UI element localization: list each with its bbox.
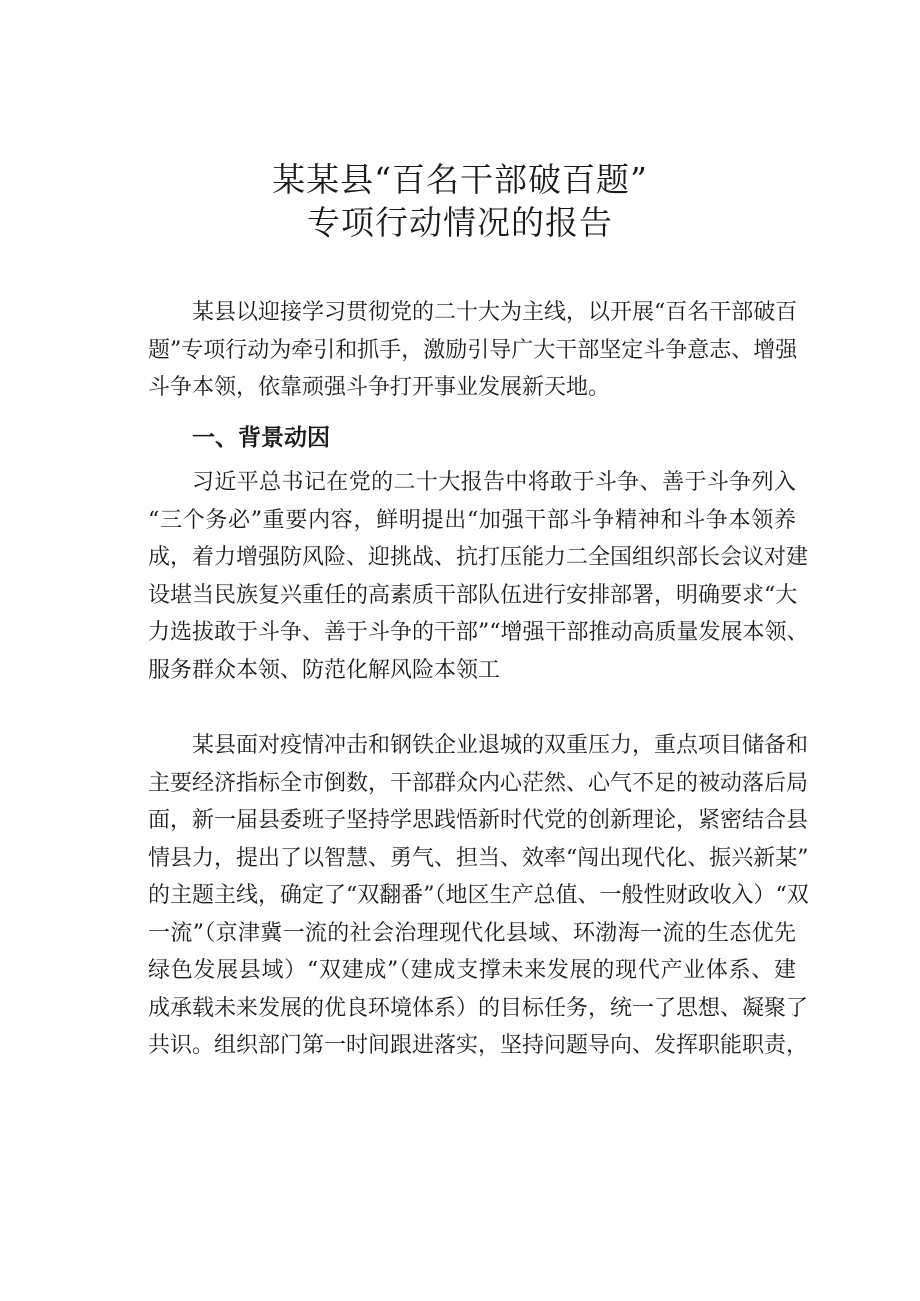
- intro-paragraph: [148, 294, 796, 407]
- paragraph-line: 面，新一届县委班子坚持学思践悟新时代党的创新理论，紧密结合县: [148, 808, 809, 833]
- paragraph-line: 力选拔敢于斗争、善于斗争的干部”“增强干部推动高质量发展本领、: [148, 620, 809, 645]
- paragraph-line: 设堪当民族复兴重任的高素质干部队伍进行安排部署，明确要求“大: [148, 582, 798, 608]
- paragraph-line: 绿色发展县域）“双建成”（建成支撑未来发展的现代产业体系、建: [148, 958, 796, 983]
- paragraph-line: 共识。组织部门第一时间跟进落实，坚持问题导向、发挥职能职责，: [148, 1033, 809, 1058]
- document-title-line-1: 某某县“百名干部破百题”: [272, 160, 648, 199]
- paragraph-line: 某县以迎接学习贯彻党的二十大为主线，以开展“百名干部破百: [192, 300, 798, 325]
- paragraph-line: 主要经济指标全市倒数，干部群众内心茫然、心气不足的被动落后局: [148, 770, 809, 796]
- document-title-line-2: 专项行动情况的报告: [307, 203, 613, 242]
- paragraph-line: 成，着力增强防风险、迎挑战、抗打压能力二全国组织部长会议对建: [148, 545, 809, 570]
- paragraph-line: 服务群众本领、防范化解风险本领工: [148, 657, 501, 683]
- paragraph-line: 一流”（京津冀一流的社会治理现代化县域、环渤海一流的生态优先: [148, 920, 796, 946]
- situation-paragraph: [148, 727, 809, 1065]
- paragraph-line: “三个务必”重要内容，鲜明提出“加强干部斗争精神和斗争本领养: [148, 507, 796, 533]
- paragraph-line: 题”专项行动为牵引和抓手，激励引导广大干部坚定斗争意志、增强: [148, 337, 798, 363]
- paragraph-line: 情县力，提出了以智慧、勇气、担当、效率“闯出现代化、振兴新某”: [148, 845, 809, 871]
- paragraph-line: 成承载未来发展的优良环境体系）的目标任务，统一了思想、凝聚了: [148, 995, 809, 1021]
- background-paragraph: [148, 464, 809, 689]
- paragraph-line: 某县面对疫情冲击和钢铁企业退城的双重压力，重点项目储备和: [192, 733, 809, 758]
- paragraph-line: 斗争本领，依靠顽强斗争打开事业发展新天地。: [148, 375, 611, 400]
- paragraph-line: 习近平总书记在党的二十大报告中将敢于斗争、善于斗争列入: [192, 470, 796, 495]
- section-heading: 一、背景动因: [192, 425, 330, 451]
- paragraph-line: 的主题主线，确定了“双翻番”（地区生产总值、一般性财政收入）“双: [148, 883, 809, 908]
